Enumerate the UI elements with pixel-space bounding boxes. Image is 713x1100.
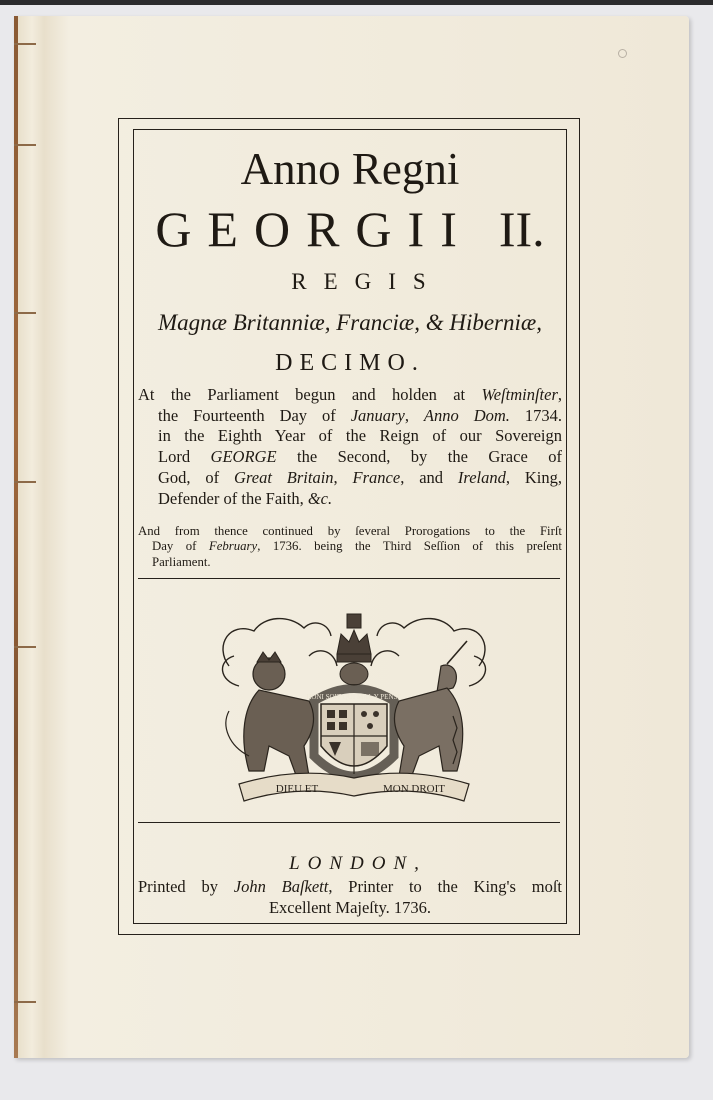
binding-stitch [14, 312, 36, 314]
binding-stitch [14, 481, 36, 483]
pencil-mark [618, 49, 627, 58]
prorogation-paragraph [138, 524, 562, 570]
title-regnal-numeral: II. [498, 201, 545, 257]
text-line: God, of Great Britain, France, and Ireland, King, [158, 467, 562, 487]
scanner-top-edge [0, 0, 713, 5]
imprint-text [138, 876, 562, 918]
parliament-paragraph [138, 385, 562, 509]
binding-stitch [14, 1001, 36, 1003]
text-line: Defender of the Faith, &c. [158, 488, 333, 508]
separator-rule-bottom [138, 822, 560, 823]
imprint-city: LONDON, [289, 853, 427, 874]
text-line: the Fourteenth Day of January, Anno Dom. 1734. [158, 405, 562, 425]
title-georgii-name: GEORGII [155, 201, 473, 257]
text-line: in the Eighth Year of the Reign of our Sovereign [158, 426, 562, 446]
binding-stitch [14, 43, 36, 45]
text-line: At the Parliament begun and holden at Weſtminſter, [138, 385, 562, 404]
binding-stitch [14, 144, 36, 146]
text-line: Parliament. [152, 554, 211, 569]
title-realms: Magnæ Britanniæ, Franciæ, & Hiberniæ, [158, 310, 542, 335]
text-line: Day of February, 1736. being the Third Seſſion of this preſent [152, 539, 562, 554]
title-georgii [133, 201, 567, 257]
text-line: Lord GEORGE the Second, by the Grace of [158, 447, 562, 467]
binding-spine [14, 16, 18, 1058]
title-regis: REGIS [291, 269, 443, 294]
motto-left: DIEU ET [275, 783, 319, 795]
text-line: Printed by John Baſkett, Printer to the King's moſt [138, 877, 562, 896]
title-anno-regni: Anno Regni [240, 144, 460, 194]
text-line: Excellent Majeſty. 1736. [268, 898, 432, 917]
binding-stitch [14, 646, 36, 648]
garter-motto: HONI SOIT QUI MAL Y PENSE [306, 693, 402, 701]
text-line: And from thence continued by ſeveral Prorogations to the Firſt [138, 524, 562, 538]
title-decimo: DECIMO. [275, 350, 425, 376]
separator-rule-top [138, 578, 560, 579]
motto-right: MON DROIT [382, 783, 446, 795]
royal-coat-of-arms-icon [209, 606, 499, 806]
title-page-sheet [14, 16, 689, 1058]
